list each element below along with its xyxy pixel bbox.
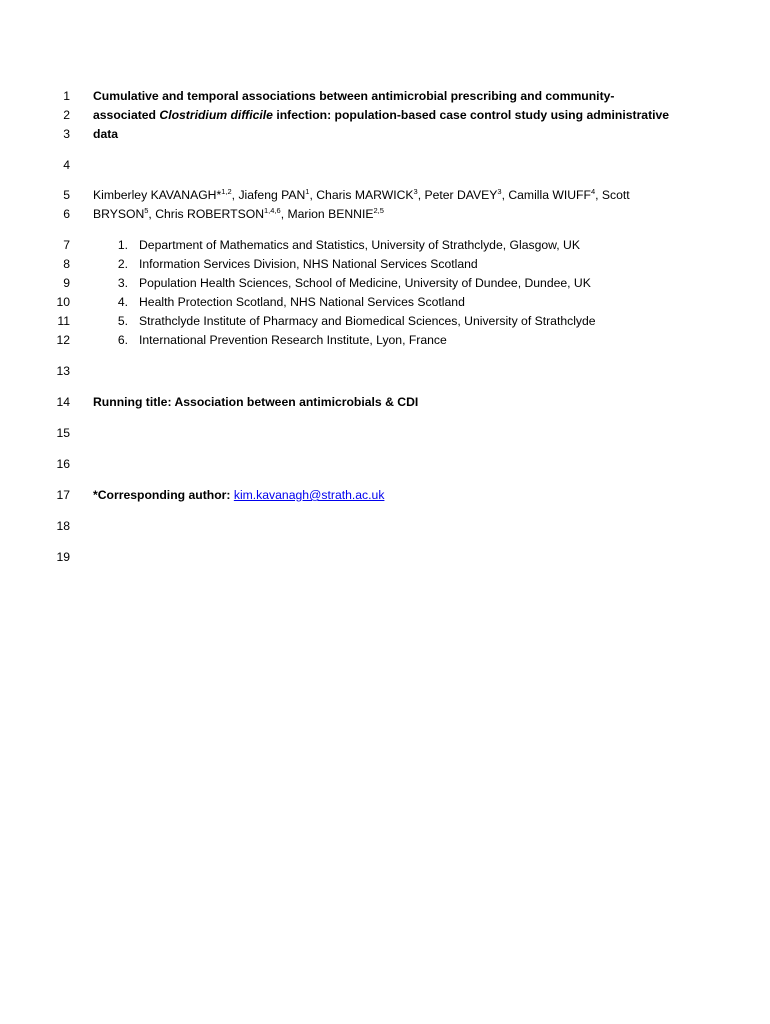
author-name: , Charis MARWICK (309, 188, 414, 202)
affiliation-text: Health Protection Scotland, NHS National Services Scotland (139, 295, 465, 309)
author-name: , Jiafeng PAN (231, 188, 306, 202)
affiliation-item (0, 330, 770, 350)
author-affiliation-sup: 5 (144, 206, 149, 215)
line-number: 15 (56, 426, 70, 440)
document-line (0, 485, 770, 505)
corresponding-author-email-link[interactable]: kim.kavanagh@strath.ac.uk (233, 488, 385, 502)
line-number: 10 (56, 295, 70, 309)
author-affiliation-sup: 3 (497, 187, 502, 196)
author-affiliation-sup: 2,5 (373, 206, 384, 215)
affiliation-number: 2. (117, 257, 128, 271)
document-line (0, 423, 770, 443)
running-title: Running title: Association between antimicrobials & CDI (93, 395, 419, 409)
affiliation-text: International Prevention Research Institute, Lyon, France (139, 333, 447, 347)
line-number: 5 (63, 188, 70, 202)
author-name: BRYSON (93, 207, 145, 221)
document-line (0, 155, 770, 175)
author-name: Kimberley KAVANAGH* (93, 188, 222, 202)
line-number: 11 (57, 314, 70, 328)
document-line (0, 361, 770, 381)
affiliation-item (0, 311, 770, 331)
line-number: 19 (56, 550, 70, 564)
document-line (0, 124, 770, 144)
author-list-line-2 (93, 204, 384, 224)
affiliation-item (0, 273, 770, 293)
document-line (0, 547, 770, 567)
document-line (0, 86, 770, 106)
affiliation-number: 5. (117, 314, 128, 328)
author-affiliation-sup: 1,4,6 (264, 206, 281, 215)
affiliation-item (0, 292, 770, 312)
corresponding-author-label: *Corresponding author: (93, 488, 234, 502)
author-name: , Marion BENNIE (280, 207, 374, 221)
author-name: , Scott (595, 188, 630, 202)
author-affiliation-sup: 1,2 (221, 187, 232, 196)
line-number: 7 (63, 238, 70, 252)
line-number: 1 (63, 89, 70, 103)
affiliation-number: 6. (117, 333, 128, 347)
document-line (0, 516, 770, 536)
document-line (0, 105, 770, 125)
affiliation-text: Strathclyde Institute of Pharmacy and Biomedical Sciences, University of Strathclyde (139, 314, 596, 328)
affiliation-number: 1. (117, 238, 128, 252)
affiliation-text: Population Health Sciences, School of Medicine, University of Dundee, Dundee, UK (139, 276, 591, 290)
line-number: 8 (63, 257, 70, 271)
line-number: 6 (63, 207, 70, 221)
line-number: 4 (63, 158, 70, 172)
paper-title-line-2 (93, 105, 669, 125)
line-number: 17 (56, 488, 70, 502)
paper-title-line-1: Cumulative and temporal associations between antimicrobial prescribing and community- (93, 89, 615, 103)
author-affiliation-sup: 1 (305, 187, 310, 196)
line-number: 14 (56, 395, 70, 409)
author-list-line-1 (93, 185, 630, 205)
author-affiliation-sup: 4 (590, 187, 596, 196)
line-number: 12 (56, 333, 70, 347)
author-name: , Chris ROBERTSON (148, 207, 264, 221)
paper-title-line-3: data (93, 127, 119, 141)
line-number: 16 (56, 457, 70, 471)
affiliation-text: Department of Mathematics and Statistics, University of Strathclyde, Glasgow, UK (139, 238, 580, 252)
affiliation-item (0, 254, 770, 274)
author-name: , Camilla WIUFF (501, 188, 591, 202)
document-line (0, 204, 770, 224)
author-name: , Peter DAVEY (417, 188, 498, 202)
corresponding-author (93, 485, 384, 505)
line-number: 3 (63, 127, 70, 141)
title-organism-name: Clostridium difficile (159, 108, 273, 122)
affiliation-number: 4. (117, 295, 128, 309)
document-line (0, 392, 770, 412)
line-number: 2 (63, 108, 70, 122)
affiliation-item (0, 235, 770, 255)
affiliation-number: 3. (117, 276, 128, 290)
title-text: associated (93, 108, 160, 122)
document-line (0, 185, 770, 205)
author-affiliation-sup: 3 (413, 187, 418, 196)
line-number: 9 (63, 276, 70, 290)
document-line (0, 454, 770, 474)
line-number: 18 (56, 519, 70, 533)
line-number: 13 (56, 364, 70, 378)
title-text: infection: population-based case control study using administrative (272, 108, 670, 122)
affiliation-text: Information Services Division, NHS National Services Scotland (139, 257, 478, 271)
